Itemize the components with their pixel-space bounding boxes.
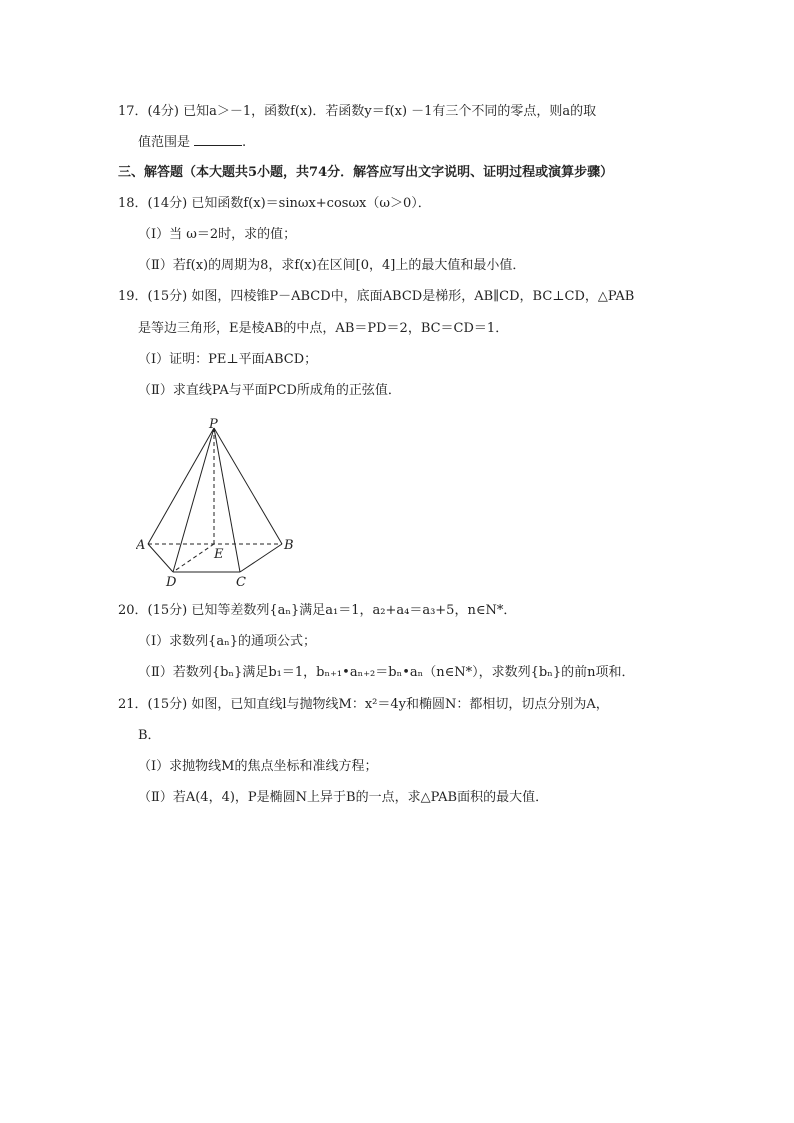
edge-PA [148, 428, 214, 544]
q21-stem-line2: B． [138, 728, 161, 743]
label-C: C [236, 575, 246, 588]
q20-part2: （Ⅱ）若数列{bₙ}满足b₁＝1，bₙ₊₁•aₙ₊₂＝bₙ•aₙ（n∈N*），求数列{bₙ}的前n项和． [138, 665, 635, 680]
label-B: B [284, 538, 294, 553]
label-D: D [166, 575, 177, 588]
edge-CB [240, 544, 282, 572]
q19-part1: （Ⅰ）证明：PE⊥平面ABCD； [138, 352, 318, 367]
label-P: P [209, 418, 218, 432]
q18-stem: 18．(14分) 已知函数f(x)＝sinωx+cosωx（ω＞0）． [118, 196, 431, 211]
q20-part1: （Ⅰ）求数列{aₙ}的通项公式； [138, 634, 317, 649]
q19-part2: （Ⅱ）求直线PA与平面PCD所成角的正弦值． [138, 383, 401, 398]
answer-blank [194, 133, 242, 146]
q17-line2 [138, 133, 246, 152]
q17-line2-prefix: 值范围是 [138, 135, 191, 150]
section-heading: 三、解答题（本大题共5小题，共74分．解答应写出文字说明、证明过程或演算步骤） [118, 165, 614, 180]
q19-stem-line1: 19．(15分) 如图，四棱锥P－ABCD中，底面ABCD是梯形，AB∥CD，BC⊥CD，△PAB [118, 289, 635, 304]
q21-stem-line1: 21．(15分) 如图，已知直线l与抛物线M：x²＝4y和椭圆N：都相切，切点分别为A， [118, 697, 609, 712]
q18-part1: （Ⅰ）当 ω＝2时，求的值； [138, 227, 297, 242]
q17-line2-suffix: . [242, 135, 247, 150]
q18-part2: （Ⅱ）若f(x)的周期为8，求f(x)在区间[0，4]上的最大值和最小值． [138, 258, 526, 273]
edge-PD [173, 428, 214, 572]
q21-part2: （Ⅱ）若A(4，4)，P是椭圆N上异于B的一点，求△PAB面积的最大值． [138, 790, 549, 805]
q19-stem-line2: 是等边三角形，E是棱AB的中点，AB＝PD＝2，BC＝CD＝1． [138, 321, 509, 336]
label-E: E [214, 547, 224, 562]
q17-line1: 17．(4分) 已知a＞－1，函数f(x)．若函数y＝f(x) －1有三个不同的零点，则a的取 [118, 104, 597, 119]
pyramid-figure [136, 418, 296, 588]
edge-ED-hidden [173, 544, 214, 572]
edge-AD [148, 544, 173, 572]
q20-stem: 20．(15分) 已知等差数列{aₙ}满足a₁＝1，a₂+a₄＝a₃+5，n∈N*． [118, 603, 517, 618]
label-A: A [136, 538, 146, 553]
q21-part1: （Ⅰ）求抛物线M的焦点坐标和准线方程； [138, 759, 378, 774]
